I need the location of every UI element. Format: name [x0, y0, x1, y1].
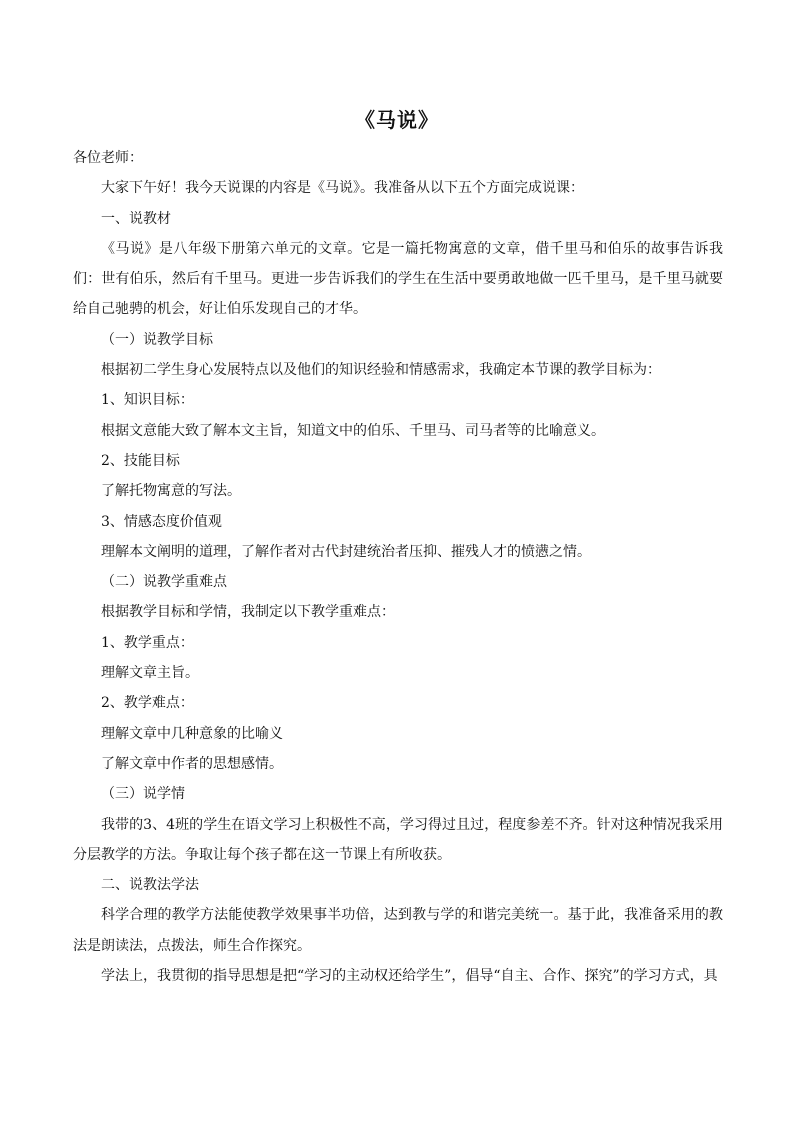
paragraph-textbook-intro: 《马说》是八年级下册第六单元的文章。它是一篇托物寓意的文章，借千里马和伯乐的故事告诉我们：世有伯乐，然后有千里马。更进一步告诉我们的学生在生活中要勇敢地做一匹千里马，是千里马就要给自己驰骋的机会，好让伯乐发现自己的才华。	[73, 240, 723, 318]
paragraph-knowledge-goal: 根据文意能大致了解本文主旨，知道文中的伯乐、千里马、司马者等的比喻意义。	[101, 422, 605, 439]
paragraph-goals-intro: 根据初二学生身心发展特点以及他们的知识经验和情感需求，我确定本节课的教学目标为：	[101, 362, 661, 379]
paragraph-learning-methods: 学法上，我贯彻的指导思想是把“学习的主动权还给学生”，倡导“自主、合作、探究”的学习方式，具	[101, 968, 718, 985]
heading-key-points: （二）说教学重难点	[101, 574, 227, 591]
heading-section-1: 一、说教材	[101, 210, 171, 227]
heading-teaching-goals: （一）说教学目标	[101, 331, 213, 348]
paragraph-skill-goal: 了解托物寓意的写法。	[101, 483, 241, 500]
paragraph-key-points-intro: 根据教学目标和学情，我制定以下教学重难点：	[101, 604, 395, 621]
paragraph-difficulty-2: 了解文章中作者的思想感情。	[101, 755, 283, 772]
heading-focus: 1、教学重点：	[101, 634, 194, 651]
salutation: 各位老师：	[73, 150, 143, 166]
heading-difficulty: 2、教学难点：	[101, 695, 194, 712]
document-body	[73, 143, 723, 991]
heading-student-situation: （三）说学情	[101, 786, 185, 803]
paragraph-difficulty-1: 理解文章中几种意象的比喻义	[101, 725, 283, 742]
paragraph-focus: 理解文章主旨。	[101, 665, 199, 682]
paragraph-teaching-methods: 科学合理的教学方法能使教学效果事半功倍，达到教与学的和谐完美统一。基于此，我准备采用的教法是朗读法，点拨法，师生合作探究。	[73, 907, 723, 954]
paragraph-emotion-goal: 理解本文阐明的道理，了解作者对古代封建统治者压抑、摧残人才的愤懑之情。	[101, 543, 591, 560]
heading-section-2: 二、说教法学法	[101, 877, 199, 894]
document-title: 《马说》	[355, 108, 439, 132]
heading-emotion-goal: 3、情感态度价值观	[101, 513, 222, 530]
paragraph-greeting: 大家下午好！我今天说课的内容是《马说》。我准备从以下五个方面完成说课：	[101, 180, 584, 197]
heading-knowledge-goal: 1、知识目标：	[101, 392, 194, 409]
paragraph-student-situation: 我带的3、4班的学生在语文学习上积极性不高，学习得过且过，程度参差不齐。针对这种情况我采用分层教学的方法。争取让每个孩子都在这一节课上有所收获。	[73, 816, 723, 863]
heading-skill-goal: 2、技能目标	[101, 452, 180, 469]
